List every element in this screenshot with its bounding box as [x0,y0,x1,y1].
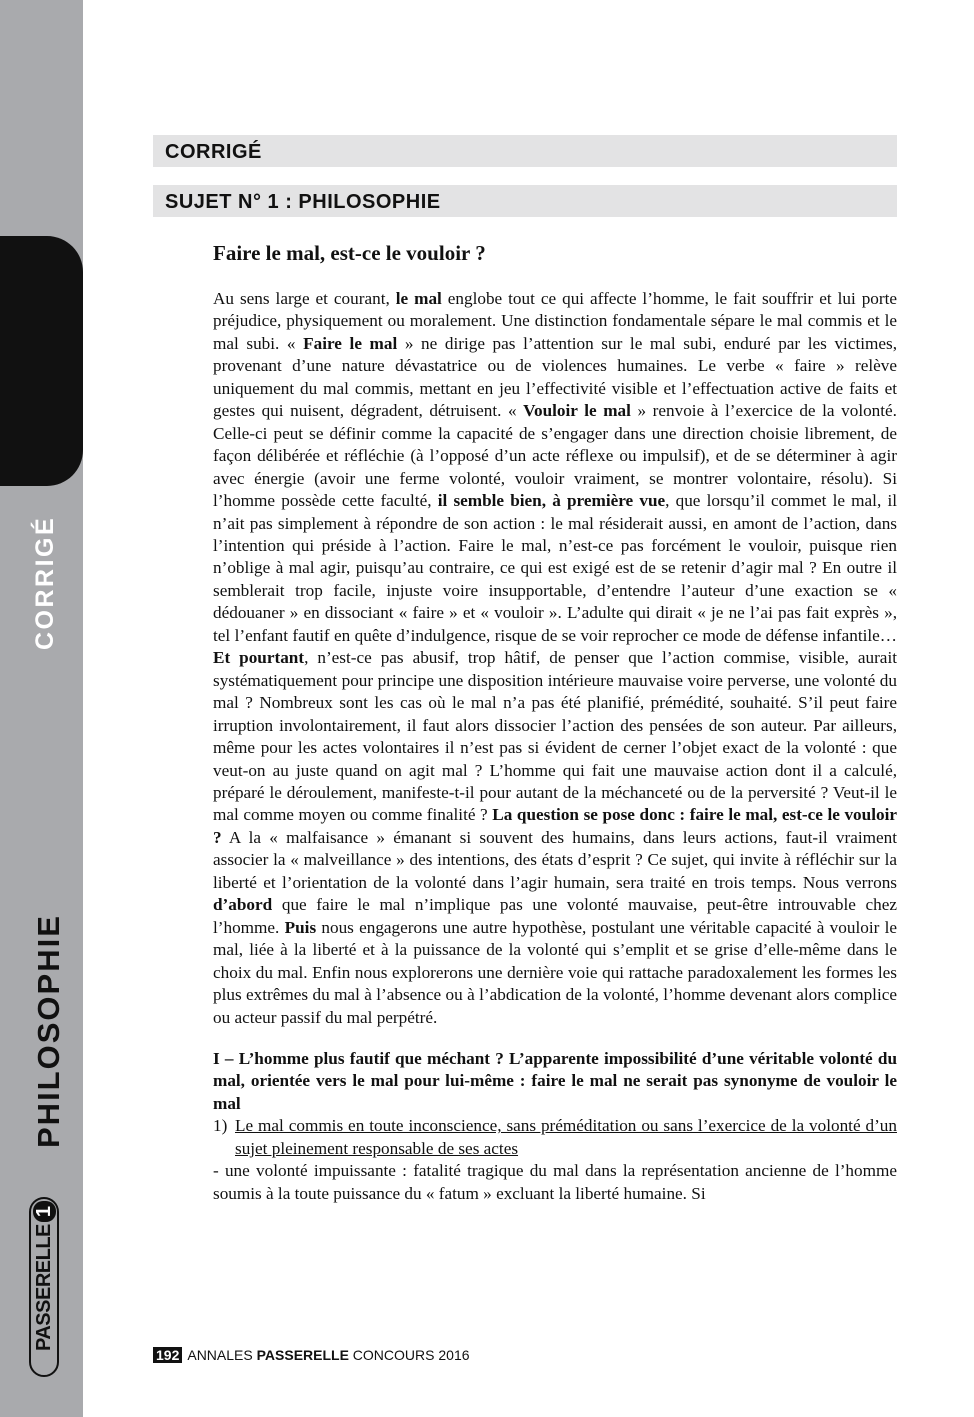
intro-paragraph [213,288,897,1029]
section-paragraph: - une volonté impuissante : fatalité tragique du mal dans la représentation ancienne de l’homme soumis à la toute puissance du « fatum » excluant la liberté humaine. Si [213,1161,897,1203]
text-run: A la « malfaisance » émanant si souvent des humains, dans leurs actions, faut-il vraiment associer la « malveillance » des intentions, des états d’esprit ? Ce sujet, qui invite à réfléchir sur la liberté et l’orientation de la volonté dans l’agir humain, sera traité en trois temps. Nous verrons [213,827,897,892]
list-item-number: 1) [213,1116,228,1136]
body-text [213,288,897,1205]
emphasis-text: d’abord [213,895,273,915]
list-item-text: Le mal commis en toute inconscience, sans préméditation ou sans l’exercice de la volonté d’un sujet pleinement responsable de ses actes [235,1116,897,1158]
text-run: , que lorsqu’il commet le mal, il n’ait pas simplement à répondre de son action : le mal résiderait aussi, en amont de l’action, dans l’intention qui préside à l’action. Faire le mal, n’est-ce pas forcément le vouloir, puisque rien n’oblige à mal agir, puisqu’au contraire, ce qui est exigé est de se retenir d’agir mal ? En outre il semblerait trop facile, injuste voire insupportable, d’entendre l’auteur d’une exaction se « dédouaner » en dissociant « faire » et « vouloir ». L’adulte qui dirait « je ne l’ai pas fait exprès », tel l’enfant fautif en quête d’indulgence, risque de se voir reprocher ce mode de défense infantile… [213,491,897,645]
emphasis-text: il semble bien, à première vue [437,491,666,511]
text-run: Au sens large et courant, [213,289,396,308]
section-tab-label: CORRIGÉ [31,515,59,650]
sidebar [0,0,83,1417]
section-heading: I – L’homme plus fautif que méchant ? L’apparente impossibilité d’une véritable volonté du mal, orientée vers le mal pour lui-même : faire le mal ne serait pas synonyme de vouloir le mal [213,1048,897,1113]
emphasis-text: le mal [395,289,442,308]
text-run: que faire le mal n’implique pas une volonté mauvaise, peut-être introuvable chez l’homme. [213,895,897,937]
text-run: nous engagerons une autre hypothèse, postulant une véritable capacité à vouloir le mal, liée à la liberté et à la puissance de la volonté qui s’emplit et se grise d’elle-même dans le choix du mal. Enfin nous explorerons une dernière voie qui rattache paradoxalement les formes les plus extrêmes du mal à l’absence ou à l’abdication de la volonté, l’homme devenant alors complice ou acteur passif du mal perpétré. [213,917,897,1027]
header-bar-corrige: CORRIGÉ [153,135,897,167]
text-run: » renvoie à l’exercice de la volonté. Celle-ci peut se définir comme la capacité de s’engager dans une direction choisie librement, de façon délibérée et réfléchie (à l’opposé d’un acte réflexe ou impulsif), et de se déterminer à agir avec énergie (avoir une ferme volonté, vouloir vraiment, se montrer volontaire, résolu). Si l’homme possède cette faculté, [213,401,897,511]
footer-suffix: CONCOURS 2016 [348,1347,470,1363]
list-item [213,1115,897,1160]
section-tab [0,236,83,650]
text-run: , n’est-ce pas abusif, trop hâtif, de penser que l’action commise, visible, aurait systématiquement pour principe une disposition intérieure mauvaise voire perverse, une volonté du mal ? Nombreux sont les cas où le mal n’a pas été planifié, prémédité, souhaité. S’il peut faire irruption involontairement, il faut alors dissocier l’action des pensées de son auteur. Par ailleurs, même pour les actes volontaires il n’est pas si évident de cerner l’objet exact de la volonté : que veut-on au juste quand on agit mal ? L’homme qui fait une mauvaise action dont il a calculé, préparé le déroulement, manifeste-t-il pour autant de la méchanceté ou de la perversité ? Veut-il le mal comme moyen ou comme finalité ? [213,648,897,825]
page-title: Faire le mal, est-ce le vouloir ? [213,241,486,265]
emphasis-text: Vouloir le mal [523,401,631,421]
header-bar-subject: SUJET N° 1 : PHILOSOPHIE [153,185,897,217]
text-run: englobe tout ce qui affecte l’homme, le fait souffrir et lui porte préjudice, physiquement ou moralement. Une distinction fondamentale sépare le mal commis et le mal subi. « [213,289,898,353]
text-run: » ne dirige pas l’attention sur le mal subi, enduré par les victimes, provenant d’une nature dévastatrice ou de violences humaines. Le verbe « faire » relève uniquement du mal commis, mettant en jeu l’effectivité visible et l’effectuation active de faits et gestes qui nuisent, dégradent, détruisent. « [213,333,897,421]
footer-prefix: ANNALES [187,1347,257,1363]
emphasis-text: La question se pose donc : faire le mal, est-ce le vouloir ? [213,805,897,847]
emphasis-text: Et pourtant [213,648,305,668]
emphasis-text: Faire le mal [303,333,398,353]
logo-number: 1 [33,1202,56,1223]
page-number: 192 [153,1347,182,1363]
emphasis-text: Puis [284,917,317,937]
subject-label: PHILOSOPHIE [31,914,66,1148]
logo-text: PASSERELLE [33,1224,55,1351]
passerelle-logo [29,1197,59,1377]
footer-brand: PASSERELLE [256,1347,349,1363]
page-footer [153,1347,470,1363]
